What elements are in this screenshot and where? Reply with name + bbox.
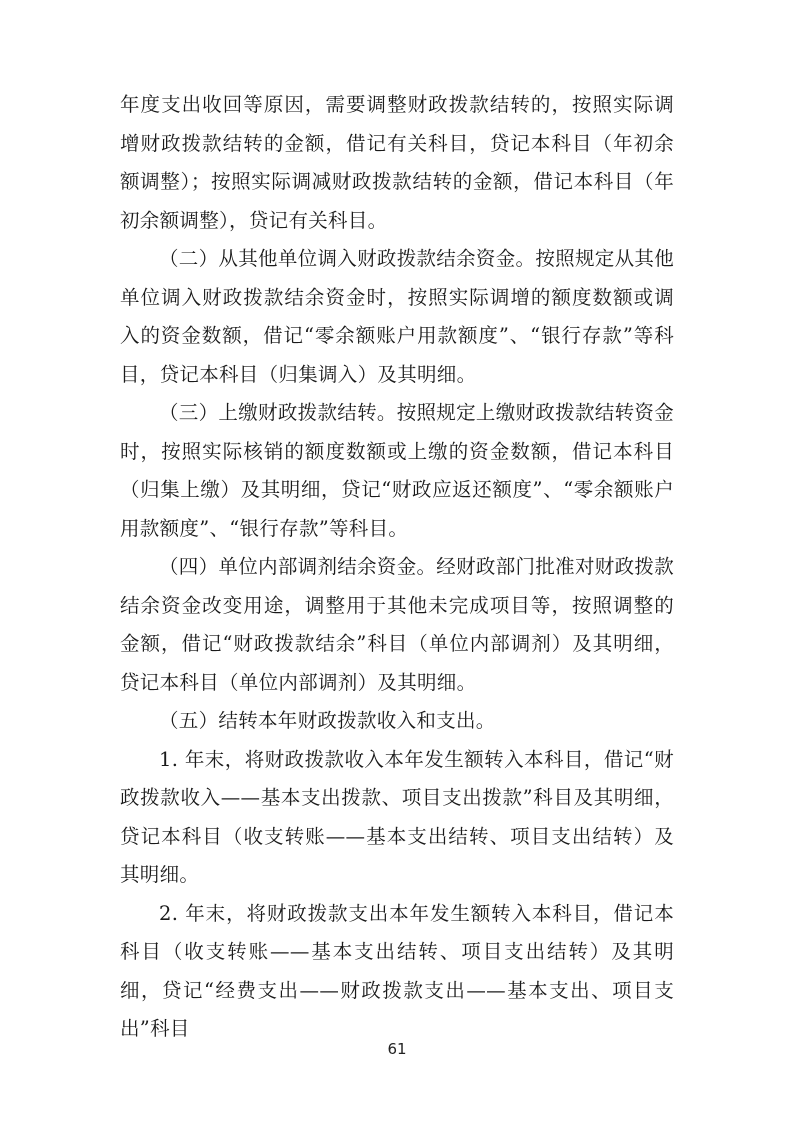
- document-body: [120, 86, 674, 1049]
- paragraph-continuation: 年度支出收回等原因，需要调整财政拨款结转的，按照实际调增财政拨款结转的金额，借记有关科目，贷记本科目（年初余额调整）；按照实际调减财政拨款结转的金额，借记本科目（年初余额调整），贷记有关科目。: [120, 93, 674, 232]
- paragraph-section-4: （四）单位内部调剂结余资金。经财政部门批准对财政拨款结余资金改变用途，调整用于其他未完成项目等，按照调整的金额，借记“财政拨款结余”科目（单位内部调剂）及其明细，贷记本科目（单位内部调剂）及其明细。: [120, 555, 674, 694]
- page-number: 61: [387, 1040, 407, 1058]
- paragraph-item-1: 1. 年末，将财政拨款收入本年发生额转入本科目，借记“财政拨款收入——基本支出拨款、项目支出拨款”科目及其明细，贷记本科目（收支转账——基本支出结转、项目支出结转）及其明细。: [120, 747, 674, 886]
- paragraph-section-5: （五）结转本年财政拨款收入和支出。: [159, 709, 496, 732]
- paragraph-section-3: （三）上缴财政拨款结转。按照规定上缴财政拨款结转资金时，按照实际核销的额度数额或上缴的资金数额，借记本科目（归集上缴）及其明细，贷记“财政应返还额度”、“零余额账户用款额度”、“银行存款”等科目。: [120, 401, 674, 540]
- paragraph-item-2: 2. 年末，将财政拨款支出本年发生额转入本科目，借记本科目（收支转账——基本支出结转、项目支出结转）及其明细，贷记“经费支出——财政拨款支出——基本支出、项目支出”科目: [120, 901, 674, 1040]
- paragraph-section-2: （二）从其他单位调入财政拨款结余资金。按照规定从其他单位调入财政拨款结余资金时，按照实际调增的额度数额或调入的资金数额，借记“零余额账户用款额度”、“银行存款”等科目，贷记本科目（归集调入）及其明细。: [120, 247, 674, 386]
